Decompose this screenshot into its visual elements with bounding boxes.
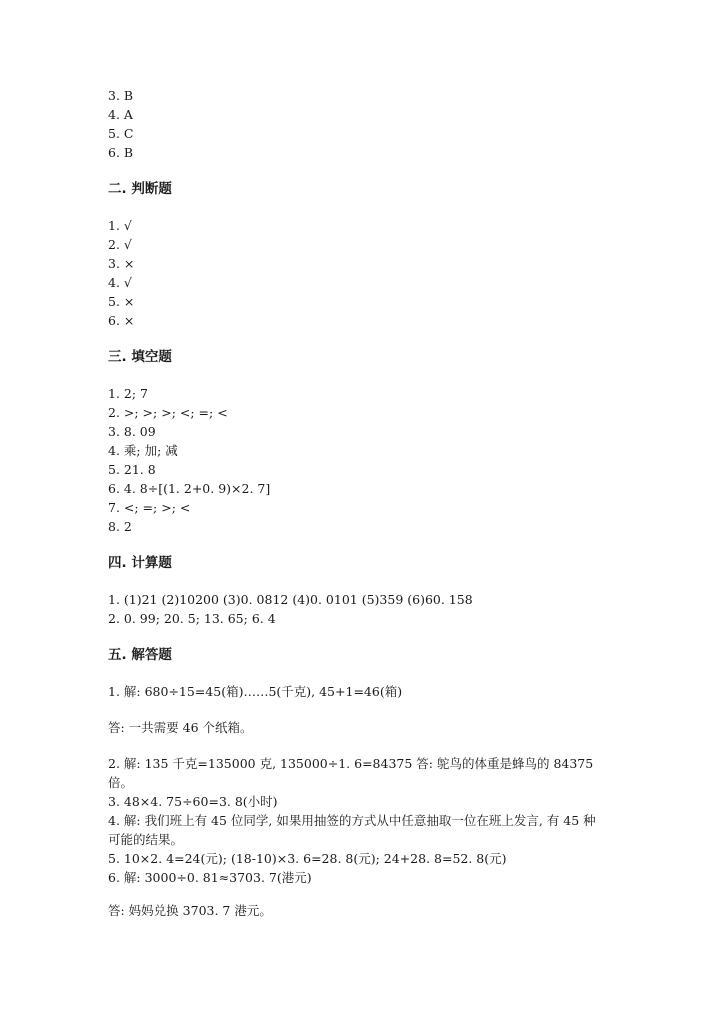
solve-answers: [108, 682, 628, 920]
judge-answers: [108, 216, 628, 330]
solve-question-3: 3. 48×4. 75÷60=3. 8(小时): [108, 794, 278, 809]
fill-answer-6: 6. 4. 8÷[(1. 2+0. 9)×2. 7]: [108, 481, 271, 496]
fill-answer-2: 2. >; >; >; <; =; <: [108, 405, 228, 420]
section-title-judge: 二. 判断题: [108, 181, 172, 197]
fill-answer-3: 3. 8. 09: [108, 424, 156, 439]
answer-sheet: [108, 86, 628, 920]
solve-question-5: 5. 10×2. 4=24(元); (18-10)×3. 6=28. 8(元); 24+28. 8=52. 8(元): [108, 851, 507, 866]
judge-answer-3: 3. ×: [108, 256, 135, 271]
choice-answer-3: 3. B: [108, 88, 134, 103]
fill-answer-8: 8. 2: [108, 519, 132, 534]
judge-answer-4: 4. √: [108, 275, 132, 290]
section-title-calc: 四. 计算题: [108, 555, 172, 571]
section-title-solve: 五. 解答题: [108, 647, 172, 663]
choice-answer-4: 4. A: [108, 107, 133, 122]
section-title-fill: 三. 填空题: [108, 349, 172, 365]
judge-answer-6: 6. ×: [108, 313, 135, 328]
solve-question-2: 2. 解: 135 千克=135000 克, 135000÷1. 6=84375 答: 鸵鸟的体重是蜂鸟的 84375 倍。: [108, 756, 594, 790]
fill-answers: [108, 384, 628, 536]
judge-answer-2: 2. √: [108, 237, 132, 252]
fill-answer-5: 5. 21. 8: [108, 462, 156, 477]
judge-answer-1: 1. √: [108, 218, 132, 233]
solve-question-6: 6. 解: 3000÷0. 81≈3703. 7(港元): [108, 870, 312, 885]
calc-answer-2: 2. 0. 99; 20. 5; 13. 65; 6. 4: [108, 611, 276, 626]
calc-answer-1: 1. (1)21 (2)10200 (3)0. 0812 (4)0. 0101 (5)359 (6)60. 158: [108, 592, 473, 607]
fill-answer-1: 1. 2; 7: [108, 386, 148, 401]
solve-question-4: 4. 解: 我们班上有 45 位同学, 如果用抽签的方式从中任意抽取一位在班上发言, 有 45 种可能的结果。: [108, 813, 596, 847]
calc-answers: [108, 590, 628, 628]
judge-answer-5: 5. ×: [108, 294, 135, 309]
choice-answer-6: 6. B: [108, 145, 134, 160]
choice-answer-5: 5. C: [108, 126, 134, 141]
solve-answer-6: 答: 妈妈兑换 3703. 7 港元。: [108, 903, 272, 918]
solve-answer-1: 答: 一共需要 46 个纸箱。: [108, 720, 253, 735]
fill-answer-7: 7. <; =; >; <: [108, 500, 191, 515]
choice-answers: [108, 86, 628, 162]
fill-answer-4: 4. 乘; 加; 减: [108, 443, 178, 458]
solve-question-1: 1. 解: 680÷15=45(箱)……5(千克), 45+1=46(箱): [108, 684, 403, 699]
